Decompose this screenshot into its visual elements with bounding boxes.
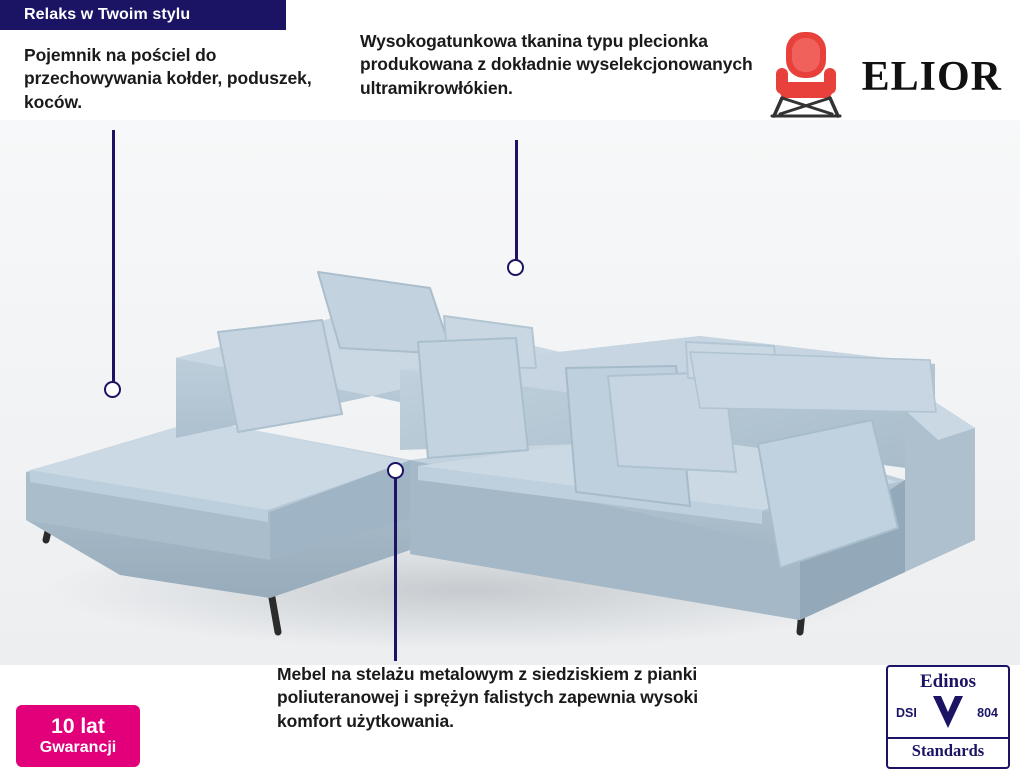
callout-fabric-text: Wysokogatunkowa tkanina typu plecionka produkowana z dokładnie wyselekcjonowanych ultramikrowłókien. bbox=[360, 31, 753, 98]
edinos-middle bbox=[888, 692, 1008, 736]
brand-logo bbox=[766, 28, 1002, 125]
edinos-standards-label: Standards bbox=[888, 737, 1008, 761]
product-image bbox=[0, 120, 1020, 665]
leader-line-frame-vertical bbox=[394, 478, 397, 661]
brand-name: ELIOR bbox=[861, 53, 1002, 100]
banner-title: Relaks w Twoim stylu bbox=[24, 6, 191, 23]
callout-dot-frame bbox=[387, 462, 404, 479]
check-mark-icon bbox=[927, 690, 969, 737]
guarantee-years: 10 lat bbox=[51, 714, 105, 738]
leader-line-fabric-vertical bbox=[515, 140, 518, 268]
edinos-title: Edinos bbox=[920, 671, 976, 692]
edinos-code-right: 804 bbox=[977, 705, 998, 720]
callout-frame-text: Mebel na stelażu metalowym z siedziskiem z pianki poliuteranowej i sprężyn falistych zapewnia wysoki komfort użytkowania. bbox=[277, 664, 698, 731]
callout-dot-fabric bbox=[507, 259, 524, 276]
callout-storage-text: Pojemnik na pościel do przechowywania kołder, poduszek, koców. bbox=[24, 45, 312, 112]
edinos-standards-badge bbox=[886, 665, 1010, 769]
red-armchair-icon bbox=[766, 28, 848, 125]
guarantee-label: Gwarancji bbox=[39, 738, 117, 756]
leader-line-storage-vertical bbox=[112, 130, 115, 383]
edinos-code-left: DSI bbox=[896, 705, 917, 720]
guarantee-badge bbox=[16, 705, 140, 767]
callout-dot-storage bbox=[104, 381, 121, 398]
banner-relaks bbox=[0, 0, 286, 30]
